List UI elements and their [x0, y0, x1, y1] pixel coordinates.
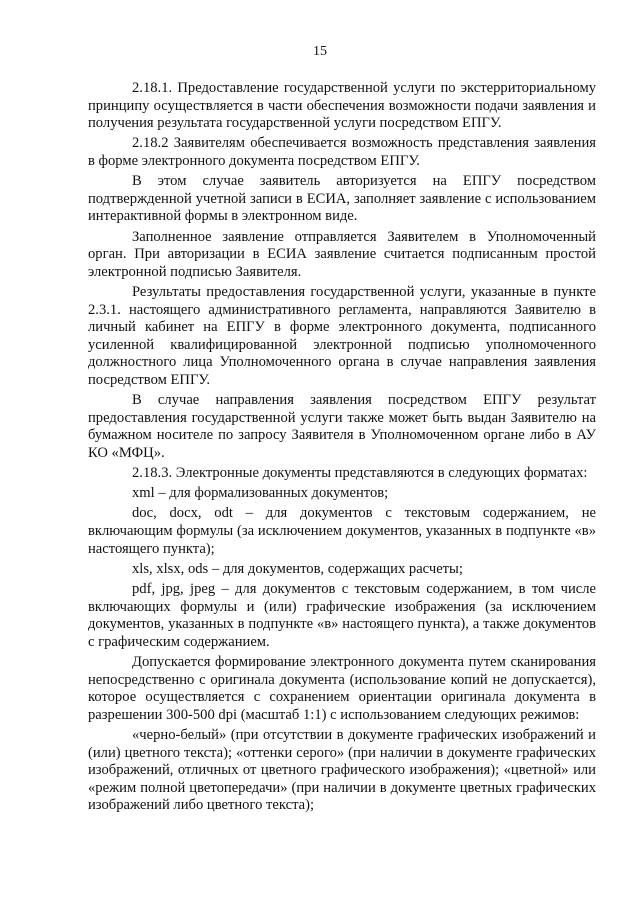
paragraph-scanning: Допускается формирование электронного документа путем сканирования непосредственно с оригинала документа (использование копий не допускается), которое осуществляется с сохранением ориентации оригинала документа в разрешении 300-500 dpi (масштаб 1:1) с использованием следующих режимов: — [88, 653, 596, 723]
paragraph-service-results: Результаты предоставления государственной услуги, указанные в пункте 2.3.1. настоящего административного регламента, направляются Заявителю в личный кабинет на ЕПГУ в форме электронного документа, подписанного усиленной квалифицированной электронной подписью уполномоченного должностного лица Уполномоченного органа в случае направления заявления посредством ЕПГУ. — [88, 283, 596, 388]
paragraph-format-xls: xls, xlsx, ods – для документов, содержащих расчеты; — [132, 560, 463, 577]
paragraph-2-18-2: 2.18.2 Заявителям обеспечивается возможность представления заявления в форме электронного документа посредством ЕПГУ. — [88, 135, 596, 169]
paragraph-format-pdf: pdf, jpg, jpeg – для документов с текстовым содержанием, в том числе включающих формулы и (или) графические изображения (за исключением документов, указанных в подпункте «в» настоящего пункта), а также документов с графическим содержанием. — [88, 580, 596, 650]
paragraph-2-18-1: 2.18.1. Предоставление государственной услуги по экстерриториальному принципу осуществляется в части обеспечения возможности подачи заявления и получения результата государственной услуги посредством ЕПГУ. — [88, 80, 596, 132]
page-number: 15 — [313, 44, 327, 59]
paragraph-2-18-3: 2.18.3. Электронные документы представляются в следующих форматах: — [132, 465, 588, 482]
paragraph-application-sent: Заполненное заявление отправляется Заявителем в Уполномоченный орган. При авторизации в ЕСИА заявление считается подписанным простой электронной подписью Заявителя. — [88, 228, 596, 280]
paragraph-format-xml: xml – для формализованных документов; — [132, 485, 389, 502]
document-body — [88, 80, 596, 817]
paragraph-format-doc: doc, docx, odt – для документов с текстовым содержанием, не включающим формулы (за исключением документов, указанных в подпункте «в» настоящего пункта); — [88, 505, 596, 557]
paragraph-esia-authorization: В этом случае заявитель авторизуется на ЕПГУ посредством подтвержденной учетной записи в ЕСИА, заполняет заявление с использованием интерактивной формы в электронном виде. — [88, 173, 596, 225]
paragraph-paper-result: В случае направления заявления посредством ЕПГУ результат предоставления государственной услуги также может быть выдан Заявителю на бумажном носителе по запросу Заявителя в Уполномоченном органе либо в АУ КО «МФЦ». — [88, 392, 596, 461]
paragraph-scan-modes: «черно-белый» (при отсутствии в документе графических изображений и (или) цветного текста); «оттенки серого» (при наличии в документе графических изображений, отличных от цветного графического изображения); «цветной» или «режим полной цветопередачи» (при наличии в документе цветных графических изображений либо цветного текста); — [88, 726, 596, 814]
